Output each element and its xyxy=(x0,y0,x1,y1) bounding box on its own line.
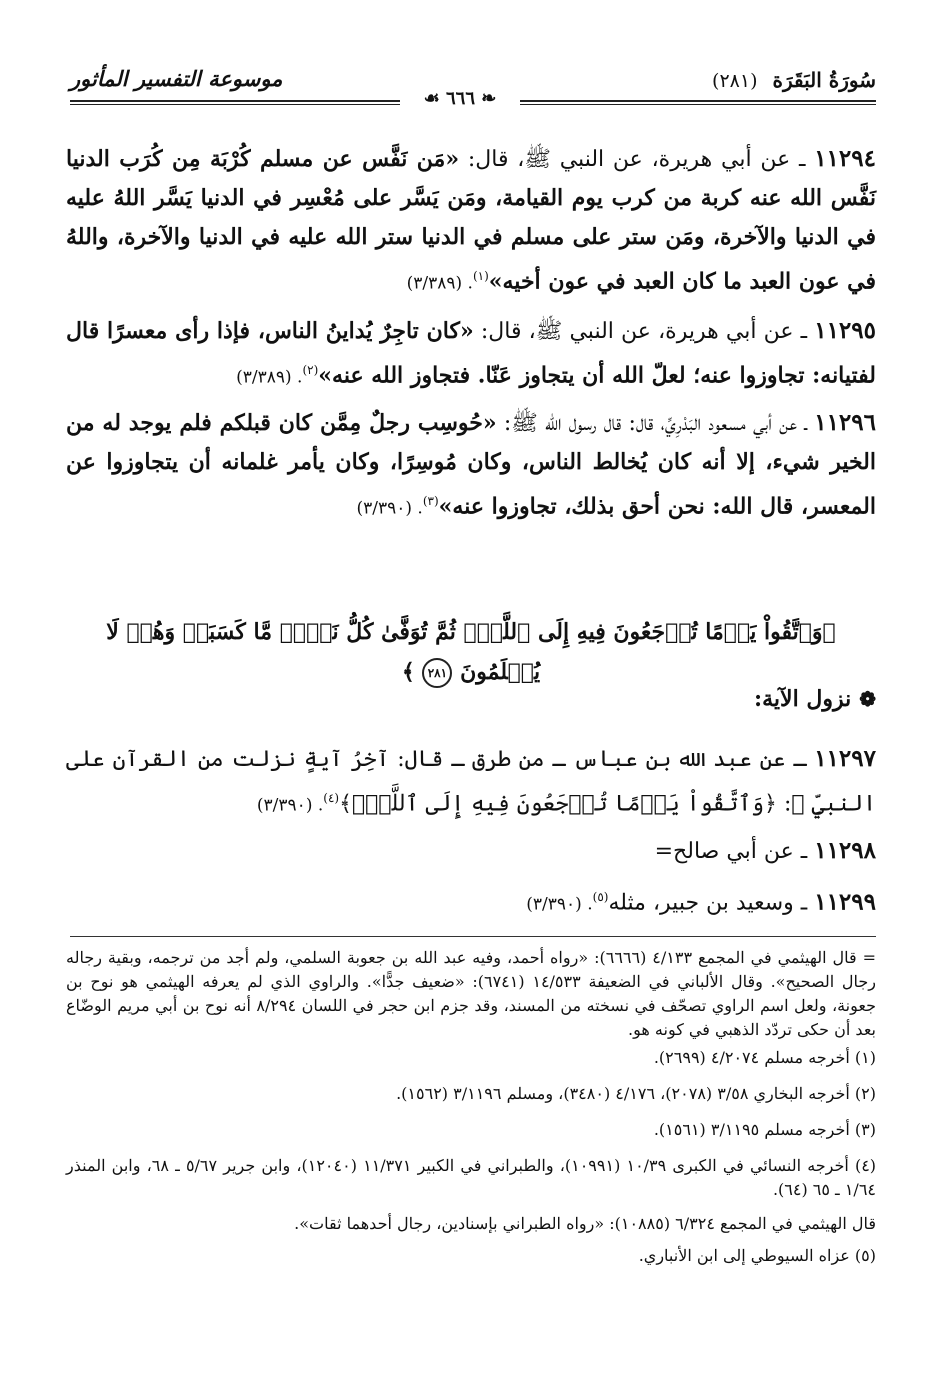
hadith-text: ـ عن عبد الله بن عباس ـ من طرق ـ قال: آخِرُ آيةٍ نزلت من القرآن على النبيِّ ﷺ: ﴿وَٱتَّقُواْ يَوۡمًا تُرۡجَعُونَ فِيهِ إِلَى ٱللَّهِۖ﴾ xyxy=(66,747,876,817)
volume-page-ref: . (٣/٣٩٠) xyxy=(256,795,324,816)
footnote-2: (٢) أخرجه البخاري ٣/٥٨ (٢٠٧٨)، ٤/١٧٦ (٣٤٨٠)، ومسلم ٣/١١٩٦ (١٥٦٢). xyxy=(396,1084,876,1103)
footnote-separator xyxy=(70,936,876,937)
hadith-11299 xyxy=(66,878,876,923)
volume-page-ref: . (٣/٣٩٠) xyxy=(356,498,423,519)
footnote-marker[interactable]: (٤) xyxy=(323,791,340,805)
footnote-marker[interactable]: (٥) xyxy=(592,890,609,904)
volume-page-ref: . (٣/٣٨٩) xyxy=(406,273,473,294)
hadith-11297 xyxy=(66,740,876,824)
footnote-marker[interactable]: (٣) xyxy=(422,494,439,508)
hadith-number: ١١٢٩٦ xyxy=(814,409,876,436)
section-title: نزول الآية: xyxy=(754,686,852,712)
footnote-5: (٥) عزاه السيوطي إلى ابن الأنباري. xyxy=(638,1246,876,1265)
hadith-isnad: ـ عن أبي هريرة، عن النبي ﷺ، قال: xyxy=(480,319,808,344)
page-number xyxy=(400,88,520,109)
hadith-matn: «مَن نَفَّس عن مسلم كُرْبَة مِن كُرَب الدنيا نَفَّس الله عنه كربة من كرب يوم القيامة، ومَن يَسَّر على مُعْسِر في الدنيا يَسَّر اللهُ عليه في الدنيا والآخرة، ومَن ستر على مسلم في الدنيا ستر الله عليه في الدنيا والآخرة، واللهُ في عون العبد ما كان العبد في عون أخيه» xyxy=(66,146,876,295)
hadith-11295 xyxy=(66,312,876,396)
footnote-marker[interactable]: (١) xyxy=(472,269,489,283)
hadith-matn: «كان تاجِرٌ يُداينُ الناس، فإذا رأى معسرًا قال لفتيانه: تجاوزوا عنه؛ لعلّ الله أن يتجاوز عَنّا. فتجاوز الله عنه» xyxy=(66,318,876,389)
section-heading xyxy=(754,686,876,712)
book-title: موسوعة التفسير المأثور xyxy=(70,66,283,91)
ornament-icon: ☙ xyxy=(423,88,447,109)
footnote-4: (٤) أخرجه النسائي في الكبرى ١٠/٣٩ (١٠٩٩١)، والطبراني في الكبير ١١/٣٧١ (١٢٠٤٠)، وابن جرير ٥/٦٧ ـ ٦٨، وابن المنذر ١/٦٤ ـ ٦٥ (٦٤). xyxy=(66,1156,877,1199)
hadith-matn: «حُوسِب رجلٌ مِمَّن كان قبلكم فلم يوجد له من الخير شيء، إلا أنه كان يُخالط الناس، وكان مُوسِرًا، وكان يأمر غلمانه أن يتجاوزوا عن المعسر، قال الله: نحن أحق بذلك، تجاوزوا عنه» xyxy=(66,410,876,520)
hadith-number: ١١٢٩٨ xyxy=(814,837,876,864)
ornament-icon: ❧ xyxy=(475,88,497,109)
volume-page-ref: . (٣/٣٨٩) xyxy=(236,367,303,388)
ayah-text: ﴿وَٱتَّقُواْ يَوۡمًا تُرۡجَعُونَ فِيهِ إِلَى ٱللَّهِۖ ثُمَّ تُوَفَّىٰ كُلُّ نَفۡسٖ مَّا كَسَبَتۡ وَهُمۡ لَا يُظۡلَمُونَ xyxy=(106,619,836,685)
hadith-number: ١١٢٩٤ xyxy=(814,145,876,172)
flower-ornament-icon: ❁ xyxy=(859,687,876,711)
footnote-4-note: قال الهيثمي في المجمع ٦/٣٢٤ (١٠٨٨٥): «رواه الطبراني بإسنادين، رجال أحدهما ثقات». xyxy=(294,1214,876,1233)
ayah-end-marker: ٢٨١ xyxy=(422,658,452,688)
footnote-3: (٣) أخرجه مسلم ٣/١١٩٥ (١٥٦١). xyxy=(653,1120,876,1139)
ayah-number: (٢٨١) xyxy=(712,70,758,92)
hadith-number: ١١٢٩٧ xyxy=(814,745,876,772)
hadith-11296 xyxy=(66,404,876,527)
hadith-11294 xyxy=(66,140,876,302)
volume-page-ref: . (٣/٣٩٠) xyxy=(526,894,593,915)
page-number-value: ٦٦٦ xyxy=(446,88,476,109)
surah-title xyxy=(712,68,876,92)
ayah-close-bracket: ﴾ xyxy=(401,659,415,685)
footnote-continuation: = قال الهيثمي في المجمع ٤/١٣٣ (٦٦٦٦): «رواه أحمد، وفيه عبد الله بن جعوبة السلمي، ولم أجد من ترجمه، وبقية رجاله رجال الصحيح». وقال الألباني في الضعيفة ١٤/٥٣٣ (٦٧٤١): «ضعيف جدًّا». والراوي الذي لم يعرفه الهيثمي هو نوح بن جعونة، ولعل اسم الراوي تصحّف في نسخته من المسند، وقد جزم ابن حجر في اللسان ٨/٢٩٤ أنه نوح بن أبي مريم الوضّاع بعد أن حكى تردّد الذهبي في كونه هو. xyxy=(66,948,877,1039)
hadith-isnad: ـ عن أبي مسعود البَدْرِيِّ، قال: قال رسول الله ﷺ: xyxy=(503,411,807,436)
quran-ayah xyxy=(66,612,876,692)
hadith-number: ١١٢٩٩ xyxy=(814,888,876,916)
hadith-text: ـ عن أبي صالح= xyxy=(654,839,808,864)
surah-name: سُورَةُ البَقَرَة xyxy=(772,68,876,92)
footnote-marker[interactable]: (٢) xyxy=(302,363,319,377)
hadith-isnad: ـ عن أبي هريرة، عن النبي ﷺ، قال: xyxy=(467,147,806,172)
hadith-text: ـ وسعيد بن جبير، مثله xyxy=(608,890,808,916)
footnote-1: (١) أخرجه مسلم ٤/٢٠٧٤ (٢٦٩٩). xyxy=(653,1048,876,1067)
hadith-number: ١١٢٩٥ xyxy=(814,317,876,344)
hadith-11298 xyxy=(66,832,876,871)
